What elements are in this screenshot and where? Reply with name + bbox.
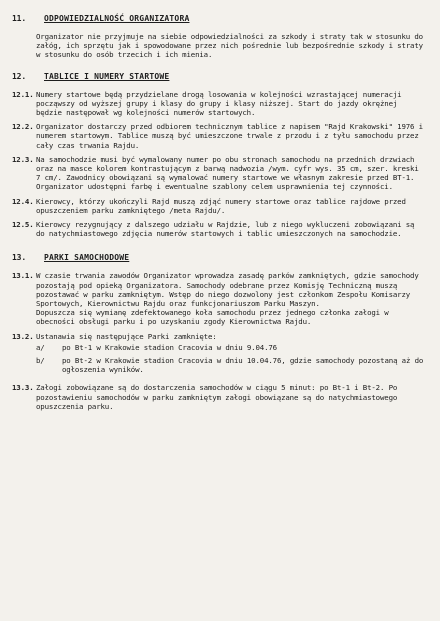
item-text: Kierowcy rezygnujący z dalszego udziału w Rajdzie, lub z niego wykluczeni zobowiązani są do natychmiastowego zdjęcia numerów startowych i tablic umieszczonych na samochodzie.	[36, 220, 415, 239]
item-12-3	[12, 155, 426, 192]
item-number: 12.2.	[12, 122, 34, 132]
section-heading-11	[12, 14, 426, 24]
item-number: 13.3.	[12, 383, 34, 393]
sub-item-text: po Bt-1 w Krakowie stadion Cracovia w dniu 9.04.76	[62, 342, 277, 352]
item-text: Załogi zobowiązane są do dostarczenia samochodów w ciągu 5 minut: po Bt-1 i Bt-2. Po pozostawieniu samochodów w parku zamkniętym załogi obowiązane są do natychmiastowego opuszczenia parku.	[36, 383, 398, 411]
section-heading-12	[12, 72, 426, 82]
item-text: Na samochodzie musi być wymalowany numer po obu stronach samochodu na przednich drzwiach oraz na masce kolorem kontrastującym z barwą nadwozia /wym. cyfr wys. 35 cm, szer. kreski 7 cm/. Zawodnicy obowiązani są wymalować numery startowe we własnym zakresie przed BT-1. Organizator udostępni farbę i ewentualne szablony celem usprawnienia tej czynności.	[36, 154, 419, 192]
item-extra-text: Dopuszcza się wymianę zdefektowanego koła samochodu przez jednego członka załogi w obecności obsługi parku i po uzyskaniu zgody Kierownictwa Rajdu.	[36, 308, 389, 327]
item-text: Organizator dostarczy przed odbiorem technicznym tablice z napisem "Rajd Krakowski" 1976 i numerem startowym. Tablice muszą być umieszczone trwale z przodu i z tyłu samochodu przez cały czas trwania Rajdu.	[36, 122, 423, 150]
item-number: 12.4.	[12, 196, 34, 206]
section-number: 11.	[12, 14, 26, 23]
item-text: Ustanawia się następujące Parki zamknięte:	[36, 331, 217, 341]
item-number: 12.1.	[12, 89, 34, 99]
section-title: TABLICE I NUMERY STARTOWE	[44, 71, 170, 81]
item-13-3	[12, 383, 426, 411]
section-title: ODPOWIEDZIALNOŚĆ ORGANIZATORA	[44, 14, 190, 23]
sub-item-label: a/	[36, 342, 45, 352]
sub-item-a	[36, 343, 426, 352]
section-number: 12.	[12, 71, 26, 81]
section-number: 13.	[12, 253, 26, 263]
item-13-1	[12, 271, 426, 326]
sub-item-text: po Bt-2 w Krakowie stadion Cracovia w dniu 10.04.76, gdzie samochody pozostaną aż do ogłoszenia wyników.	[62, 356, 424, 375]
item-12-4	[12, 197, 426, 215]
item-text: W czasie trwania zawodów Organizator wprowadza zasadę parków zamkniętych, gdzie samochody pozostają pod opieką Organizatora. Samochody odebrane przez Komisję Techniczną muszą pozostawać w parku zamkniętym. Wstęp do niego dozwolony jest członkom Zespołu Komisarzy Sportowych, Kierownictwu Rajdu oraz funkcjonariuszom Parku Maszyn.	[36, 271, 419, 309]
sub-item-b	[36, 356, 426, 374]
item-12-1	[12, 90, 426, 118]
item-number: 12.3.	[12, 154, 34, 164]
item-text: Kierowcy, którzy ukończyli Rajd muszą zdjąć numery startowe oraz tablice rajdowe przed opuszczeniem parku zamkniętego /meta Rajdu/.	[36, 196, 406, 215]
section-title: PARKI SAMOCHODOWE	[44, 253, 130, 263]
item-number: 13.1.	[12, 271, 34, 281]
section-heading-13	[12, 253, 426, 263]
section-11-text: Organizator nie przyjmuje na siebie odpowiedzialności za szkody i straty tak w stosunku do załóg, ich sprzętu jak i spowodowane przez nich pośrednie lub bezpośrednie szkody i straty w stosunku do osób trzecich i ich mienia.	[36, 32, 423, 60]
item-12-2	[12, 122, 426, 150]
item-number: 13.2.	[12, 331, 34, 341]
item-12-5	[12, 220, 426, 238]
item-13-2	[12, 332, 426, 379]
item-number: 12.5.	[12, 220, 34, 230]
sub-item-label: b/	[36, 356, 45, 366]
item-text: Numery startowe będą przydzielane drogą losowania w kolejności wzrastającej numeracji począwszy od wyższej grupy i klasy do grupy i klasy niższej. Start do jazdy okrężnej będzie następował wg kolejności numerów startowych.	[36, 89, 402, 118]
